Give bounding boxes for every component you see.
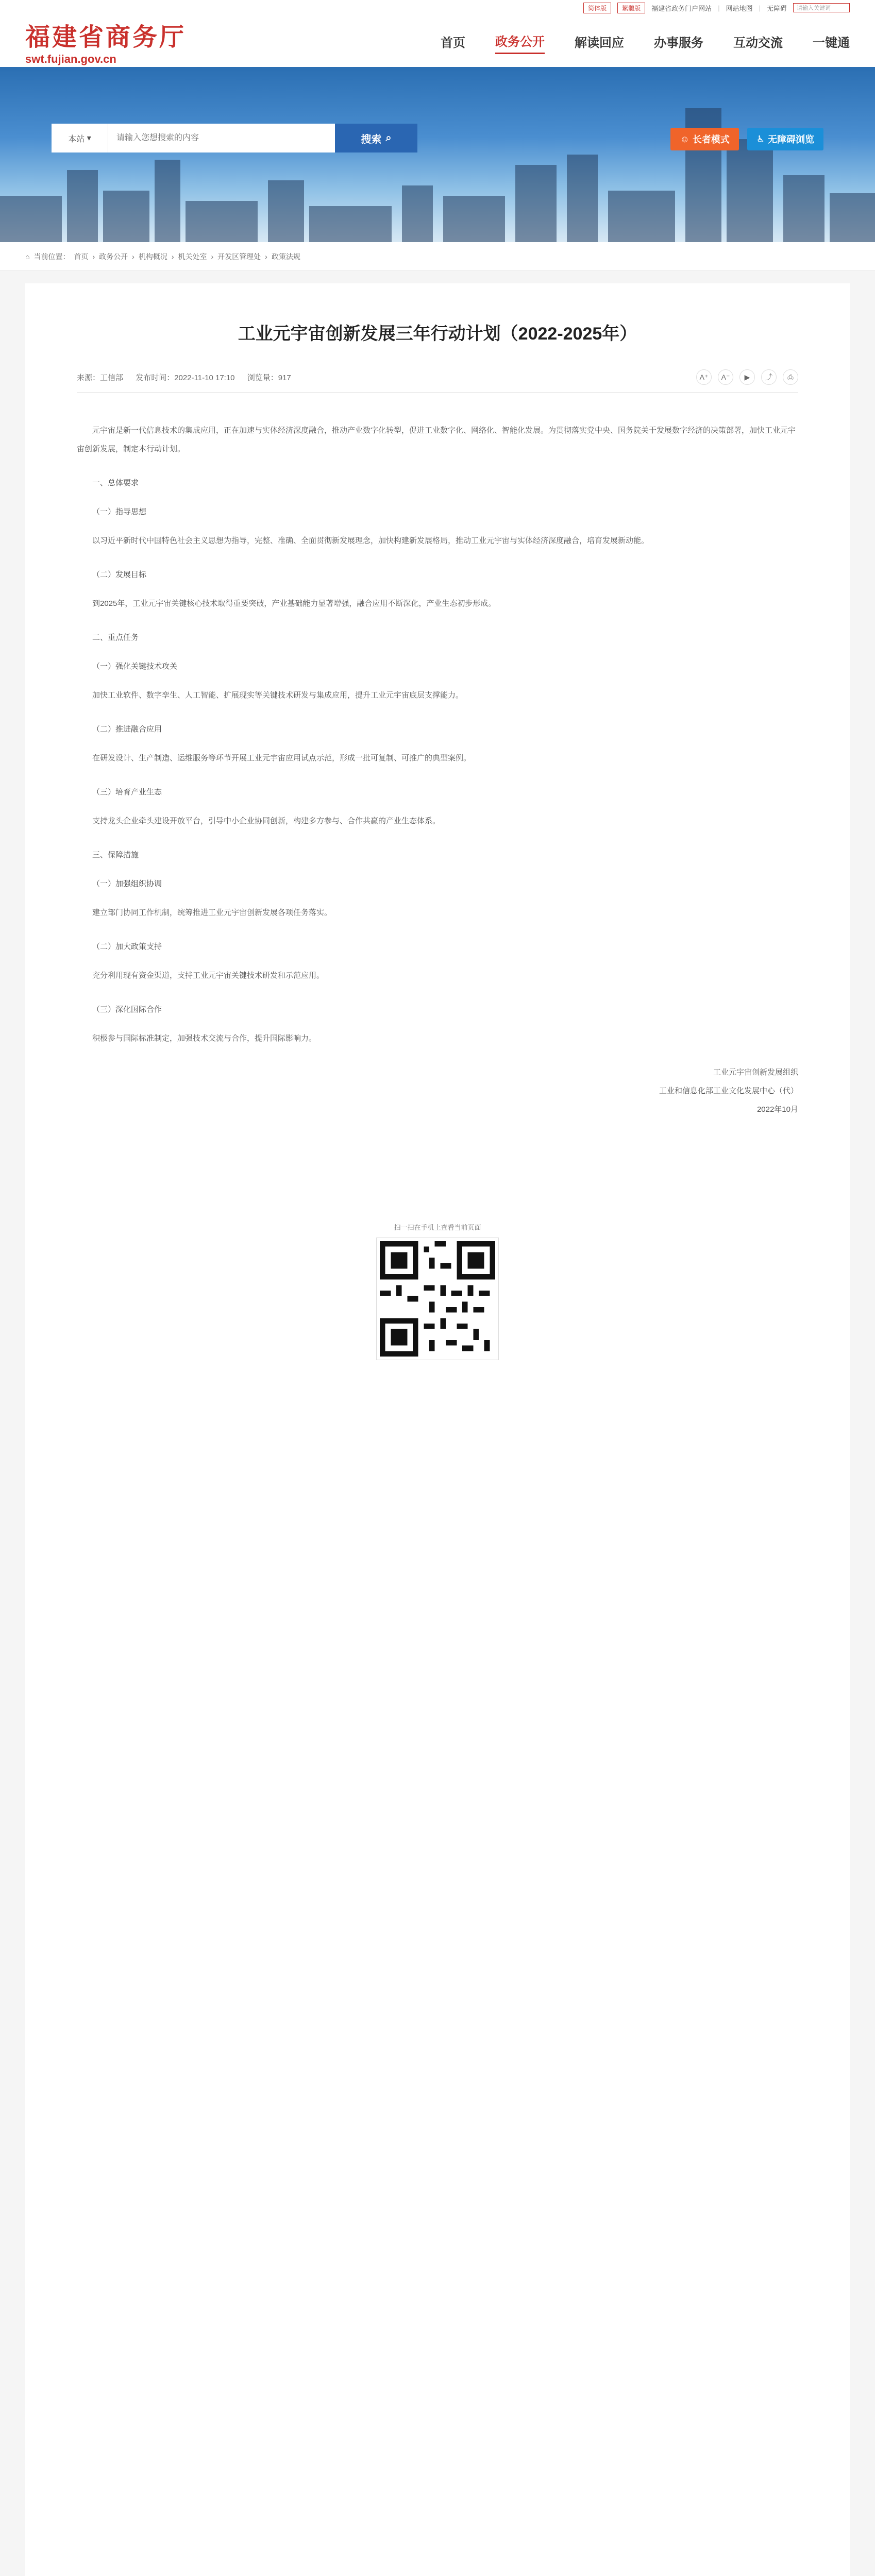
site-header (0, 15, 875, 67)
article-paragraph: 加快工业软件、数字孪生、人工智能、扩展现实等关键技术研发与集成应用，提升工业元宇宙底层支撑能力。 (92, 691, 464, 700)
divider: | (759, 4, 761, 12)
qr-caption: 扫一扫在手机上查看当前页面 (394, 1224, 481, 1231)
article-heading: 二、重点任务 (92, 633, 139, 642)
article-heading: 一、总体要求 (92, 479, 139, 487)
article-paragraph: 到2025年，工业元宇宙关键核心技术取得重要突破，产业基础能力显著增强，融合应用不断深化，产业生态初步形成。 (92, 599, 496, 608)
breadcrumb-separator: › (265, 252, 267, 261)
elder-mode-button[interactable] (670, 128, 738, 150)
article-paragraph: 建立部门协同工作机制，统筹推进工业元宇宙创新发展各项任务落实。 (92, 908, 332, 917)
banner-search (52, 124, 417, 152)
breadcrumb-separator: › (132, 252, 134, 261)
elder-mode-label: 长者模式 (692, 134, 730, 145)
breadcrumb-label: 当前位置： (33, 252, 70, 261)
breadcrumb-item[interactable]: 政策法规 (271, 252, 300, 261)
article-paragraph: 支持龙头企业牵头建设开放平台，引导中小企业协同创新，构建多方参与、合作共赢的产业生态体系。 (92, 817, 441, 825)
breadcrumb (25, 242, 850, 271)
sitemap-link[interactable]: 网站地图 (726, 4, 753, 12)
article-subheading: （三）深化国际合作 (92, 1005, 162, 1014)
article-subheading: （二）加大政策支持 (92, 942, 162, 951)
signature-org: 工业和信息化部工业文化发展中心（代） (659, 1087, 798, 1095)
article-tools (696, 369, 798, 385)
logo-title: 福建省商务厅 (25, 22, 187, 52)
banner-tools (670, 128, 823, 150)
font-increase-icon[interactable]: A⁺ (696, 369, 712, 385)
article-subheading: （一）指导思想 (92, 507, 147, 516)
share-icon[interactable]: ⤴ (761, 369, 777, 385)
portal-link[interactable]: 福建省政务门户网站 (651, 4, 712, 12)
signature-date: 2022年10月 (756, 1105, 798, 1114)
top-search-input[interactable]: 请输入关键词 (793, 3, 850, 12)
search-scope-value: 本站 (68, 134, 85, 144)
article-meta (77, 369, 798, 393)
simplified-chip[interactable]: 简体版 (583, 3, 611, 13)
traditional-chip[interactable]: 繁體版 (617, 3, 645, 13)
article-source: 来源：工信部 (77, 373, 124, 382)
signature-org: 工业元宇宙创新发展组织 (713, 1068, 798, 1077)
chevron-down-icon: ▾ (87, 134, 91, 143)
search-scope-select[interactable] (52, 124, 108, 152)
nav-interpretation[interactable]: 解读回应 (575, 36, 624, 50)
qr-block (77, 1222, 798, 1362)
nav-services[interactable]: 办事服务 (654, 36, 703, 50)
accessible-button[interactable] (747, 128, 823, 150)
location-icon: ⌂ (25, 252, 30, 261)
play-audio-icon[interactable]: ▶ (739, 369, 755, 385)
article-body (77, 421, 798, 1119)
breadcrumb-bar (0, 242, 875, 271)
article-subheading: （一）强化关键技术攻关 (92, 662, 178, 671)
hero-banner (0, 67, 875, 242)
font-decrease-icon[interactable]: A⁻ (718, 369, 733, 385)
accessible-label: 无障碍浏览 (768, 134, 814, 145)
breadcrumb-separator: › (171, 252, 174, 261)
breadcrumb-item[interactable]: 机构概况 (138, 252, 167, 261)
article-views: 浏览量：917 (247, 373, 291, 382)
breadcrumb-item[interactable]: 首页 (74, 252, 89, 261)
breadcrumb-separator: › (211, 252, 214, 261)
search-button[interactable] (335, 124, 417, 152)
accessibility-link[interactable]: 无障碍 (766, 4, 787, 12)
nav-one-click[interactable]: 一键通 (813, 36, 850, 50)
article-subheading: （三）培育产业生态 (92, 788, 162, 796)
article-signature (77, 1063, 798, 1119)
nav-interaction[interactable]: 互动交流 (733, 36, 783, 50)
article-subheading: （二）发展目标 (92, 570, 147, 579)
article-subheading: （二）推进融合应用 (92, 725, 162, 734)
site-logo[interactable] (25, 17, 186, 66)
article-paragraph: 积极参与国际标准制定，加强技术交流与合作，提升国际影响力。 (92, 1034, 317, 1043)
breadcrumb-separator: › (92, 252, 95, 261)
breadcrumb-item[interactable]: 政务公开 (99, 252, 128, 261)
accessibility-icon: ♿ (756, 133, 765, 144)
search-input[interactable] (108, 124, 335, 152)
logo-url: swt.fujian.gov.cn (25, 52, 116, 65)
article-date: 发布时间：2022-11-10 17:10 (136, 373, 235, 382)
article-paragraph: 充分利用现有资金渠道，支持工业元宇宙关键技术研发和示范应用。 (92, 971, 325, 980)
article (25, 283, 850, 2576)
article-heading: 三、保障措施 (92, 851, 139, 859)
article-subheading: （一）加强组织协调 (92, 879, 162, 888)
article-paragraph: 在研发设计、生产制造、运维服务等环节开展工业元宇宙应用试点示范，形成一批可复制、可推广的典型案例。 (92, 754, 472, 762)
city-skyline-image (0, 149, 875, 242)
elder-icon: ☺ (680, 133, 689, 144)
breadcrumb-item[interactable]: 机关处室 (178, 252, 207, 261)
article-paragraph: 元宇宙是新一代信息技术的集成应用，正在加速与实体经济深度融合，推动产业数字化转型，促进工业数字化、网络化、智能化发展。为贯彻落实党中央、国务院关于发展数字经济的决策部署，加快工业元宇宙创新发展，制定本行动计划。 (77, 426, 796, 453)
divider: | (718, 4, 720, 12)
nav-gov-affairs[interactable]: 政务公开 (495, 28, 545, 54)
article-paragraph: 以习近平新时代中国特色社会主义思想为指导，完整、准确、全面贯彻新发展理念，加快构建新发展格局，推动工业元宇宙与实体经济深度融合，培育发展新动能。 (92, 536, 649, 545)
main-nav (441, 28, 850, 54)
print-icon[interactable]: ⎙ (783, 369, 798, 385)
qr-code-icon (377, 1238, 498, 1360)
search-icon: ⌕ (385, 132, 392, 144)
search-button-label: 搜索 (361, 133, 382, 145)
breadcrumb-item[interactable]: 开发区管理处 (217, 252, 261, 261)
top-utility-bar (0, 0, 875, 15)
nav-home[interactable]: 首页 (441, 36, 465, 50)
article-title: 工业元宇宙创新发展三年行动计划（2022-2025年） (238, 324, 637, 344)
